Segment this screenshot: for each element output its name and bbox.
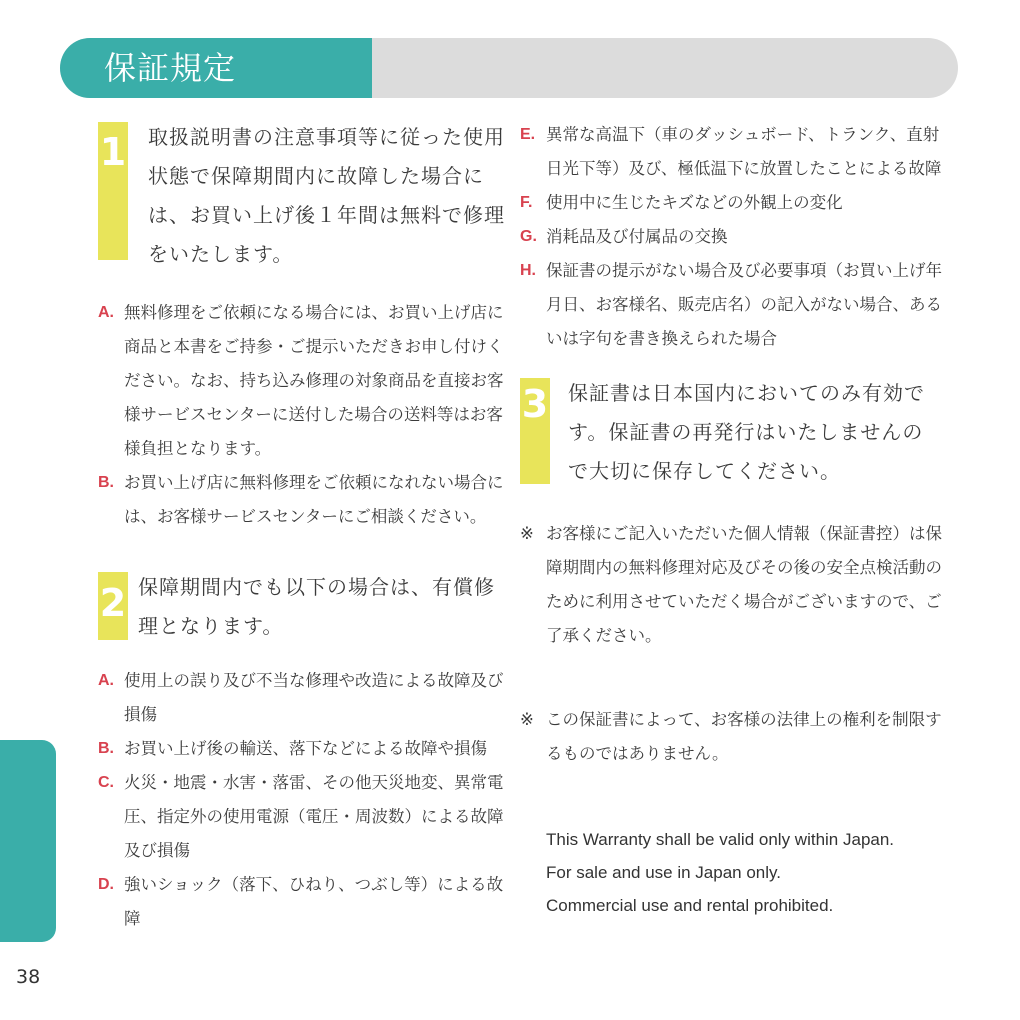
section-2	[98, 568, 508, 646]
note-text: お客様にご記入いただいた個人情報（保証書控）は保障期間内の無料修理対応及びその後の安全点検活動のために利用させていただく場合がございますので、ご了承ください。	[546, 524, 942, 645]
right-column	[520, 118, 944, 922]
item-text: お買い上げ後の輸送、落下などによる故障や損傷	[124, 739, 487, 758]
item-letter: F.	[520, 194, 533, 211]
list-item	[98, 664, 508, 732]
list-item	[520, 220, 944, 254]
section-2-items	[98, 664, 508, 936]
note-mark: ※	[520, 710, 534, 729]
english-line: For sale and use in Japan only.	[546, 863, 781, 882]
list-item	[98, 732, 508, 766]
list-item	[520, 186, 944, 220]
list-item	[98, 868, 508, 936]
left-column	[98, 118, 508, 936]
item-letter: H.	[520, 262, 536, 279]
section-2-number: 2	[98, 572, 128, 640]
item-text: 異常な高温下（車のダッシュボード、トランク、直射日光下等）及び、極低温下に放置したことによる故障	[546, 125, 942, 178]
item-letter: G.	[520, 228, 537, 245]
page-number: 38	[16, 966, 41, 988]
section-3-number: 3	[520, 378, 550, 484]
english-line: This Warranty shall be valid only within Japan.	[546, 830, 895, 849]
note-mark: ※	[520, 524, 534, 543]
item-text: 保証書の提示がない場合及び必要事項（お買い上げ年月日、お客様名、販売店名）の記入がない場合、あるいは字句を書き換えられた場合	[546, 261, 942, 348]
side-tab	[0, 740, 56, 942]
item-letter: A.	[98, 672, 114, 689]
section-1-items	[98, 296, 508, 534]
item-letter: B.	[98, 474, 114, 491]
note-text: この保証書によって、お客様の法律上の権利を制限するものではありません。	[546, 710, 942, 763]
section-2-items-continued	[520, 118, 944, 356]
section-3	[520, 374, 944, 491]
list-item	[98, 466, 508, 534]
item-letter: D.	[98, 876, 114, 893]
note-privacy	[520, 517, 944, 653]
item-text: 使用上の誤り及び不当な修理や改造による故障及び損傷	[124, 671, 504, 724]
list-item	[98, 766, 508, 868]
item-text: 使用中に生じたキズなどの外観上の変化	[546, 193, 843, 212]
item-text: お買い上げ店に無料修理をご依頼になれない場合には、お客様サービスセンターにご相談ください。	[124, 473, 504, 526]
item-text: 消耗品及び付属品の交換	[546, 227, 728, 246]
list-item	[520, 254, 944, 356]
item-text: 無料修理をご依頼になる場合には、お買い上げ店に商品と本書をご持参・ご提示いただきお申し付けください。なお、持ち込み修理の対象商品を直接お客様サービスセンターに送付した場合の送料等はお客様負担となります。	[124, 303, 504, 458]
section-2-text: 保障期間内でも以下の場合は、有償修理となります。	[138, 575, 495, 638]
note-rights	[520, 703, 944, 771]
item-letter: B.	[98, 740, 114, 757]
section-1-number: 1	[98, 122, 128, 260]
item-text: 火災・地震・水害・落雷、その他天災地変、異常電圧、指定外の使用電源（電圧・周波数）による故障及び損傷	[124, 773, 504, 860]
item-letter: A.	[98, 304, 114, 321]
english-notice	[520, 823, 944, 922]
item-text: 強いショック（落下、ひねり、つぶし等）による故障	[124, 875, 504, 928]
section-3-text: 保証書は日本国内においてのみ有効です。保証書の再発行はいたしませんので大切に保存してください。	[568, 381, 925, 483]
list-item	[98, 296, 508, 466]
list-item	[520, 118, 944, 186]
section-1-text: 取扱説明書の注意事項等に従った使用状態で保障期間内に故障した場合には、お買い上げ後１年間は無料で修理をいたします。	[148, 125, 505, 266]
item-letter: C.	[98, 774, 114, 791]
section-1	[98, 118, 508, 274]
item-letter: E.	[520, 126, 536, 143]
english-line: Commercial use and rental prohibited.	[546, 896, 834, 915]
page-title: 保証規定	[104, 49, 237, 87]
